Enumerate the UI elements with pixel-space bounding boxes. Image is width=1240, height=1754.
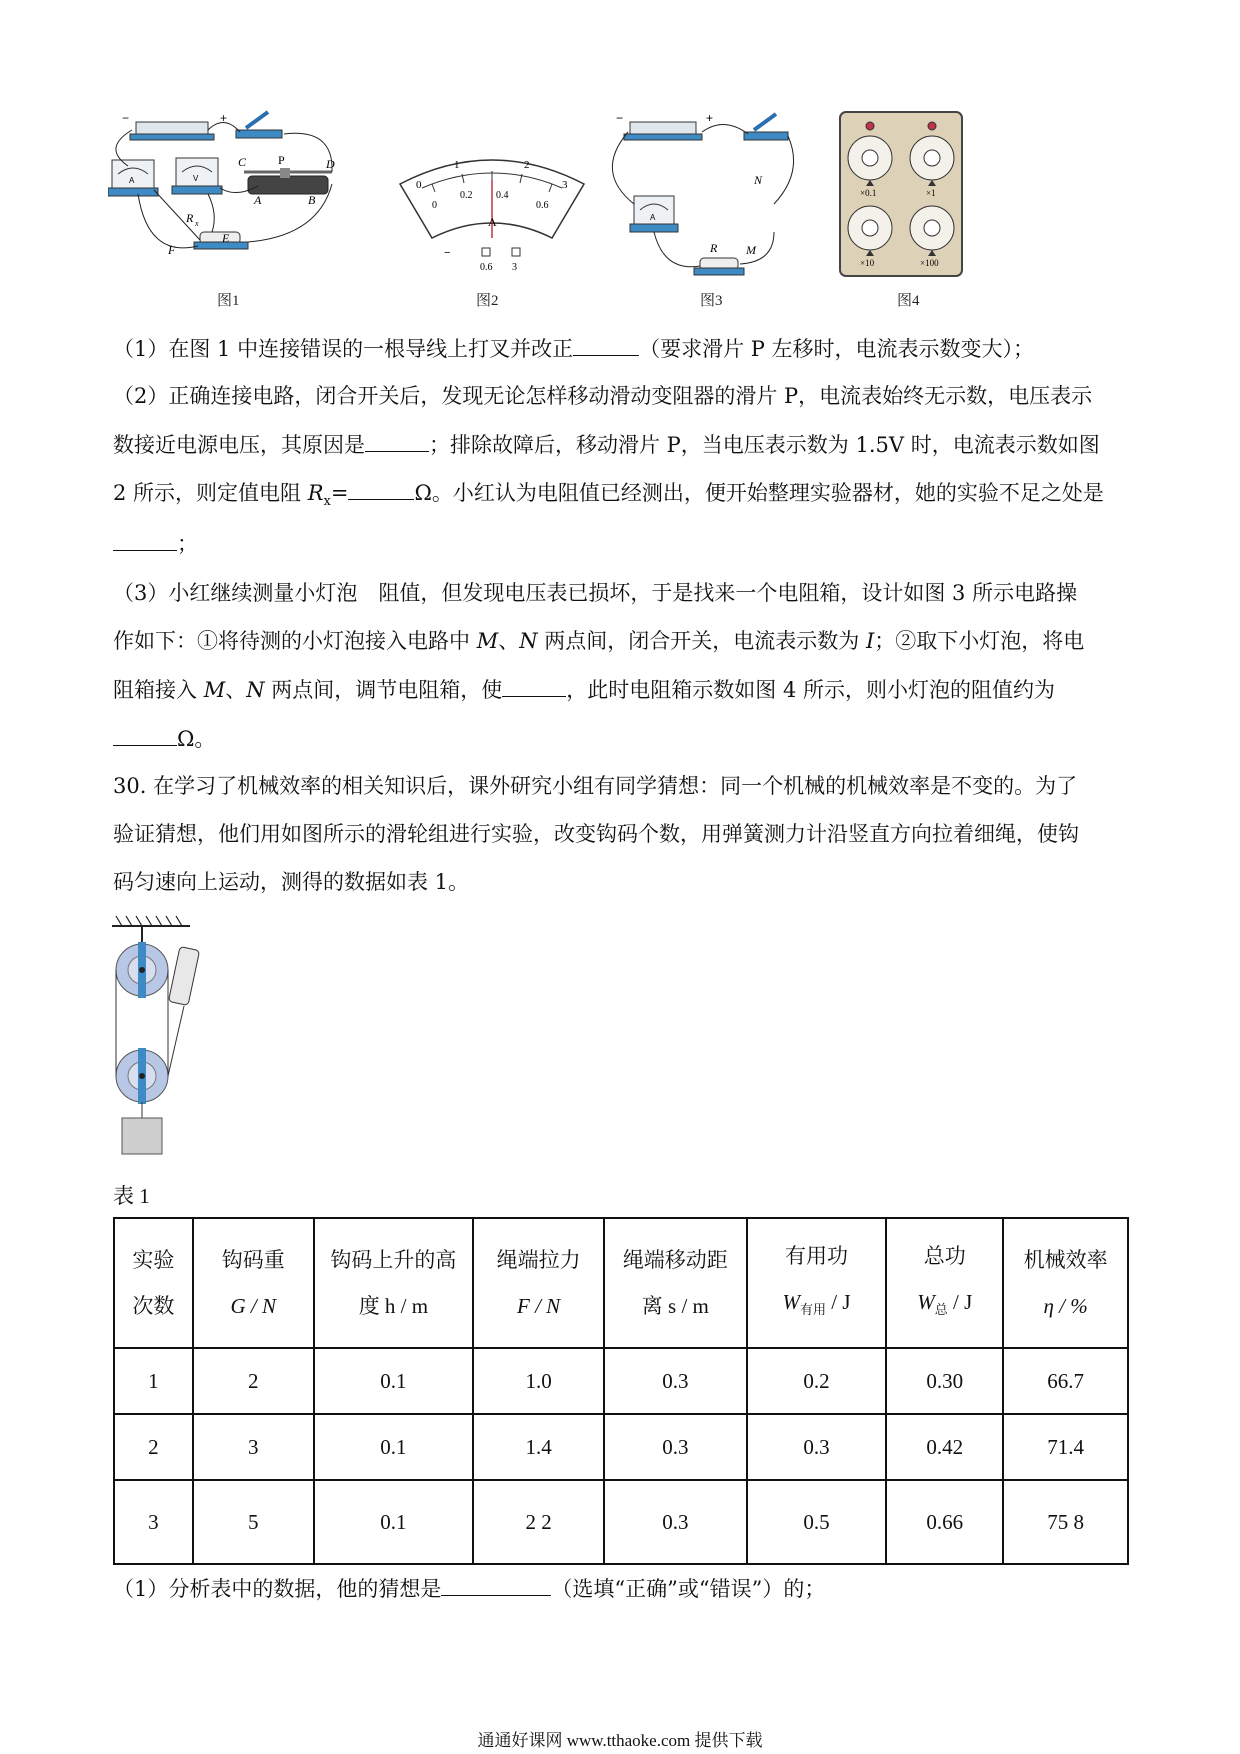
label-r: R	[186, 211, 194, 225]
top-tick-3: 3	[562, 179, 568, 191]
pulley-figure	[110, 912, 220, 1162]
question-3-line-2: 作如下：①将待测的小灯泡接入电路中 M、N 两点间，闭合开关，电流表示数为 I；②取下小灯泡，将电	[113, 629, 1085, 653]
label-f: F	[168, 243, 176, 257]
answer-blank[interactable]	[113, 528, 177, 551]
multiplier-100: ×100	[920, 258, 939, 268]
label-e: E	[222, 231, 230, 245]
header-cell: 机械效率 η / %	[1003, 1218, 1128, 1348]
table-caption: 表 1	[113, 1184, 150, 1208]
table-header-row	[114, 1218, 1128, 1348]
header-cell: 钩码上升的高 度 h / m	[314, 1218, 474, 1348]
data-table	[113, 1217, 1129, 1565]
label-m: M	[746, 243, 756, 257]
answer-blank[interactable]	[441, 1573, 551, 1596]
question-2-line-4: ；	[113, 528, 1133, 559]
problem-30-line-3: 码匀速向上运动，测得的数据如表 1。	[113, 870, 470, 894]
figure-2-caption: 图2	[476, 293, 499, 309]
table-row: 3 5 0.1 2 2 0.3 0.5 0.66 75 8	[114, 1480, 1128, 1564]
terminal-3: 3	[512, 262, 517, 273]
multiplier-10: ×10	[860, 258, 875, 268]
answer-blank[interactable]	[502, 674, 566, 697]
answer-blank[interactable]	[113, 723, 177, 746]
label-r: R	[710, 241, 718, 255]
label-d: D	[326, 157, 335, 171]
svg-text:−: −	[444, 247, 451, 259]
question-30-1: （1）分析表中的数据，他的猜想是 （选填“正确”或“错误”）的；	[113, 1573, 1133, 1604]
top-tick-2: 2	[524, 159, 530, 171]
bottom-tick-3: 0.6	[536, 200, 549, 211]
question-2-line-3: 2 所示，则定值电阻 $R_x= \Omega$。小红认为电阻值已经测出，便开始整理实验器材，她的实验不足之处是	[113, 477, 1133, 517]
bottom-tick-1: 0.2	[460, 190, 473, 201]
header-cell: 绳端拉力 F / N	[473, 1218, 604, 1348]
label-n: N	[754, 173, 763, 187]
label-c: C	[238, 155, 247, 169]
ammeter-label: A	[129, 176, 135, 185]
multiplier-0-1: ×0.1	[860, 188, 877, 198]
terminal-0-6: 0.6	[480, 262, 493, 273]
question-2-line-1: （2）正确连接电路，闭合开关后，发现无论怎样移动滑动变阻器的滑片 P，电流表始终无示数，电压表示	[113, 384, 1093, 408]
table-row: 1 2 0.1 1.0 0.3 0.2 0.30 66.7	[114, 1348, 1128, 1414]
figure-1-caption: 图1	[217, 293, 240, 309]
bottom-tick-2: 0.4	[496, 190, 509, 201]
figure-2-ammeter-dial	[392, 152, 592, 284]
voltmeter-label: V	[193, 174, 199, 183]
label-p: P	[278, 153, 285, 167]
question-2-line-2: 数接近电源电压，其原因是 ；排除故障后，移动滑片 P，当电压表示数为 1.5V 时，电流表示数如图	[113, 429, 1133, 460]
header-cell: 有用功 $W_{有用}$ / J	[747, 1218, 887, 1348]
header-cell: 实验 次数	[114, 1218, 193, 1348]
figure-4-resistance-box	[838, 110, 964, 278]
bottom-tick-0: 0	[432, 200, 437, 211]
svg-text:−: −	[616, 112, 624, 125]
svg-text:+: +	[706, 112, 714, 125]
question-1: （1）在图 1 中连接错误的一根导线上打叉并改正 （要求滑片 P 左移时，电流表示数变大）；	[113, 333, 1133, 364]
answer-blank[interactable]	[573, 333, 639, 356]
svg-text:+: +	[220, 111, 228, 125]
top-tick-1: 1	[454, 159, 460, 171]
unit-a: A	[488, 215, 497, 229]
figure-4-caption: 图4	[897, 293, 920, 309]
header-cell: 绳端移动距 离 s / m	[604, 1218, 747, 1348]
header-cell: 总功 $W_总$ / J	[886, 1218, 1003, 1348]
figure-3-caption: 图3	[700, 293, 723, 309]
label-x: x	[195, 219, 199, 228]
top-tick-0: 0	[416, 179, 422, 191]
problem-30-line-1: 30. 在学习了机械效率的相关知识后，课外研究小组有同学猜想：同一个机械的机械效率是不变的。为了	[113, 774, 1078, 798]
answer-blank[interactable]	[348, 477, 414, 500]
question-3-line-4: Ω。	[113, 723, 1133, 754]
multiplier-1: ×1	[926, 188, 936, 198]
figure-1-circuit	[108, 108, 388, 288]
label-a: A	[254, 193, 262, 207]
footer: 通通好课网 www.tthaoke.com 提供下载	[477, 1731, 763, 1750]
table-row: 2 3 0.1 1.4 0.3 0.3 0.42 71.4	[114, 1414, 1128, 1480]
question-3-line-3: 阻箱接入 M、N 两点间，调节电阻箱，使 ，此时电阻箱示数如图 4 所示，则小灯泡的阻值约为	[113, 674, 1133, 705]
header-cell: 钩码重 G / N	[193, 1218, 314, 1348]
svg-text:−: −	[122, 111, 130, 125]
answer-blank[interactable]	[365, 429, 429, 452]
ammeter-label: A	[650, 213, 656, 222]
question-3-line-1: （3）小红继续测量小灯泡 阻值，但发现电压表已损坏，于是找来一个电阻箱，设计如图 3 所示电路操	[113, 581, 1078, 605]
problem-30-line-2: 验证猜想，他们用如图所示的滑轮组进行实验，改变钩码个数，用弹簧测力计沿竖直方向拉着细绳，使钩	[113, 822, 1079, 846]
label-b: B	[308, 193, 316, 207]
figure-3-circuit	[604, 112, 804, 288]
